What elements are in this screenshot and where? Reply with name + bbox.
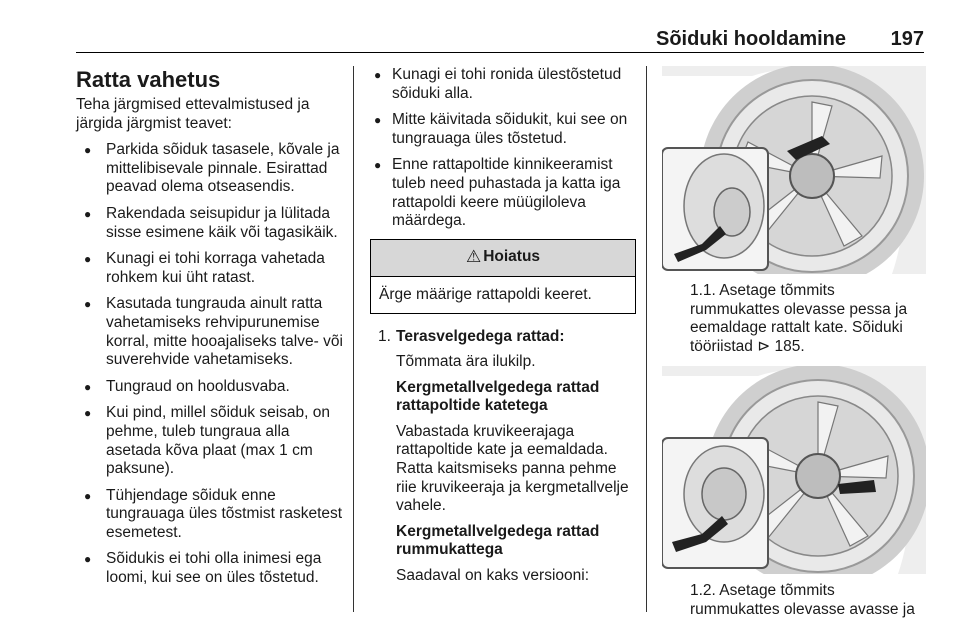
section-heading: Ratta vahetus [76,67,221,92]
warning-triangle-icon: ⚠ [465,247,482,267]
warning-box [370,239,636,315]
list-item: ● Kasutada tungrauda ainult ratta vahetamiseks rehvipurunemise korral, mitte hooajaliseks talve- või suverehvide vahetamiseks. [76,295,348,369]
list-item: ● Parkida sõiduk tasasele, kõvale ja mittelibisevale pinnale. Esirattad peavad olema otseasendis. [76,141,348,197]
figure-caption: 1.2. Asetage tõmmits rummukattes olevasse avasse ja [690,582,915,618]
page-number: 197 [890,28,924,50]
page-header [76,26,924,53]
step-number: 1. [378,328,391,346]
sub-heading: Kergmetallvelgedega rattad rummukattega [396,522,600,559]
step-text: Vabastada kruvikeerajaga rattapoltide kate ja eemaldada. Ratta kaitsmiseks panna pehme riie kruvikeeraja ja kergmetallvelje vahele. [396,422,629,515]
step-label: Terasvelgedega rattad: [396,328,565,346]
precaution-list [76,141,348,587]
list-item: ● Sõidukis ei tohi olla inimesi ega loomi, kui see on üles tõstetud. [76,550,348,587]
sub-heading: Kergmetallvelgedega rattad rattapoltide katetega [396,378,600,415]
step-text: Saadaval on kaks versiooni: [396,566,590,584]
figure-caption: 1.1. Asetage tõmmits rummukattes olevasse pessa ja eemaldage rattalt kate. Sõiduki tööriistad ⊳ 185. [690,282,908,355]
list-item: ● Tungraud on hooldusvaba. [76,378,348,397]
warning-text: Ärge määrige rattapoldi keeret. [379,285,592,303]
warning-title: Hoiatus [483,248,541,266]
list-item: ● Kunagi ei tohi ronida ülestõstetud sõiduki alla. [370,66,636,103]
column-divider-2 [646,66,647,612]
list-item: ● Kunagi ei tohi korraga vahetada rohkem kui üht ratast. [76,250,348,287]
list-item: ● Rakendada seisupidur ja lülitada sisse esimene käik või tagasikäik. [76,205,348,242]
column-divider-1 [353,66,354,612]
list-item: ● Kui pind, millel sõiduk seisab, on pehme, tuleb tungraua alla asetada kõva plaat (max 1 cm paksune). [76,404,348,478]
column-left [76,66,348,596]
step-1 [370,328,636,585]
list-item: ● Mitte käivitada sõidukit, kui see on tungrauaga üles tõstetud. [370,111,636,148]
step-text: Tõmmata ära ilukilp. [396,352,536,370]
list-item: ● Tühjendage sõiduk enne tungrauaga üles tõstmist rasketest esemetest. [76,487,348,543]
hub-cap-illustration-1 [662,66,926,274]
list-item: ● Enne rattapoltide kinnikeeramist tuleb need puhastada ja katta iga rattapoldi keere müügiloleva määrdega. [370,156,636,230]
hub-cap-illustration-2 [662,366,926,574]
intro-text: Teha järgmised ettevalmistused ja järgida järgmist teavet: [76,96,310,132]
warning-header [371,240,635,277]
safety-list [370,66,636,231]
column-middle [370,66,636,592]
section-title: Sõiduki hooldamine [655,28,846,50]
column-right [662,66,926,620]
